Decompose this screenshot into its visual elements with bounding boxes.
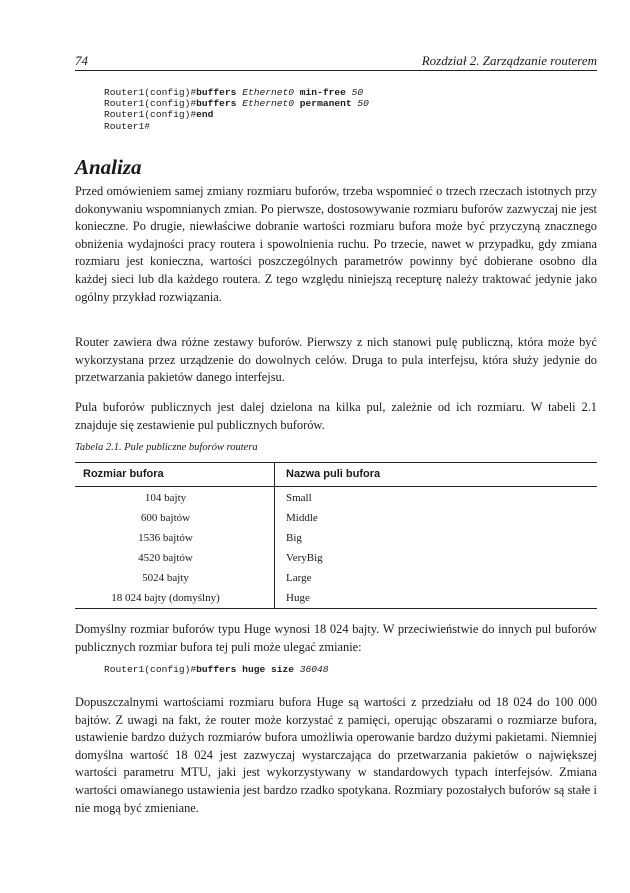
cell-name: Middle <box>286 512 318 524</box>
paragraph: Dopuszczalnymi wartościami rozmiaru bufora Huge są wartości z przedziału od 18 024 do 100 000 bajtów. Z uwagi na fakt, że router może korzystać z pamięci, operując obszarami o rozmiarze bufora, ustawienie bardzo dużych rozmiarów bufora umożliwia operowanie bardzo dużymi pakietami. Niemniej domyślna wartość 18 024 jest zazwyczaj wystarczająca do przetwarzania pakietów o największej wartości parametru MTU, jaki jest wykorzystywany w standardowych typach interfejsów. Zmiana wartości omawianego ustawienia jest bardzo rzadko spotykana. Rozmiary pozostałych buforów są stałe i nie mogą być zmieniane. <box>75 695 597 815</box>
code-line: Router1(config)#buffers Ethernet0 min-free 50 <box>104 87 364 98</box>
table-rule-top <box>75 462 597 463</box>
cell-name: Small <box>286 492 312 504</box>
code-line: Router1# <box>104 120 151 132</box>
code-block-2 <box>104 664 329 675</box>
code-line: Router1(config)#buffers huge size 36048 <box>104 664 329 675</box>
cell-name: Large <box>286 572 312 584</box>
running-title: Rozdział 2. Zarządzanie routerem <box>421 53 597 68</box>
table-rule-head <box>75 486 597 487</box>
cell-size: 18 024 bajty (domyślny) <box>111 592 220 604</box>
table-row <box>75 528 597 548</box>
cell-size: 600 bajtów <box>140 512 191 524</box>
code-line: Router1(config)#buffers Ethernet0 permanent 50 <box>104 98 369 110</box>
cell-name: VeryBig <box>286 552 323 564</box>
table-row <box>75 568 597 588</box>
paragraph: Przed omówieniem samej zmiany rozmiaru buforów, trzeba wspomnieć o trzech rzeczach istotnych przy dokonywaniu wspomnianych zmian. Po pierwsze, dostosowywanie rozmiaru buforów zazwyczaj nie jest konieczne. Po drugie, niewłaściwe dobranie wartości rozmiaru bufora może być przyczyną znacznego obniżenia wydajności pracy routera i spowolnienia ruchu. Po trzecie, nawet w przypadku, gdy zmiana rozmiaru jest konieczna, wartości poszczególnych parametrów powinny być dobierane osobno dla każdej sieci lub dla każdego routera. Z tego względu niniejszą recepturę należy traktować jedynie jako ogólny przykład rozwiązania. <box>75 184 597 304</box>
cell-size: 5024 bajty <box>142 572 189 584</box>
cell-size: 4520 bajtów <box>138 552 193 564</box>
page-number: 74 <box>75 53 88 68</box>
cell-name: Huge <box>286 592 310 604</box>
table-caption: Tabela 2.1. Pule publiczne buforów routera <box>75 442 258 453</box>
table-row <box>75 508 597 528</box>
paragraph: Router zawiera dwa różne zestawy buforów. Pierwszy z nich stanowi pulę publiczną, która może być wykorzystana przez urządzenie do dowolnych celów. Druga to pula interfejsu, która służy jedynie do przetwarzania pakietów danego interfejsu. <box>75 335 597 385</box>
header-rule <box>75 70 597 71</box>
page-header <box>75 53 597 71</box>
cell-size: 1536 bajtów <box>138 532 193 544</box>
column-header-name: Nazwa puli bufora <box>286 468 381 480</box>
column-header-size: Rozmiar bufora <box>83 468 164 480</box>
table-row <box>75 548 597 568</box>
section-title: Analiza <box>75 155 142 179</box>
paragraph: Pula buforów publicznych jest dalej dzielona na kilka pul, zależnie od ich rozmiaru. W tabeli 2.1 znajduje się zestawienie pul publicznych buforów. <box>75 400 597 432</box>
table-row <box>75 588 597 608</box>
table-row <box>75 488 597 508</box>
code-block-1 <box>104 87 369 132</box>
table-rule-bottom <box>75 608 597 609</box>
code-line: Router1(config)#end <box>104 109 214 121</box>
cell-name: Big <box>286 532 302 544</box>
paragraph: Domyślny rozmiar buforów typu Huge wynosi 18 024 bajty. W przeciwieństwie do innych pul buforów publicznych rozmiar bufora tej puli może ulegać zmianie: <box>75 622 597 654</box>
cell-size: 104 bajty <box>144 492 187 504</box>
